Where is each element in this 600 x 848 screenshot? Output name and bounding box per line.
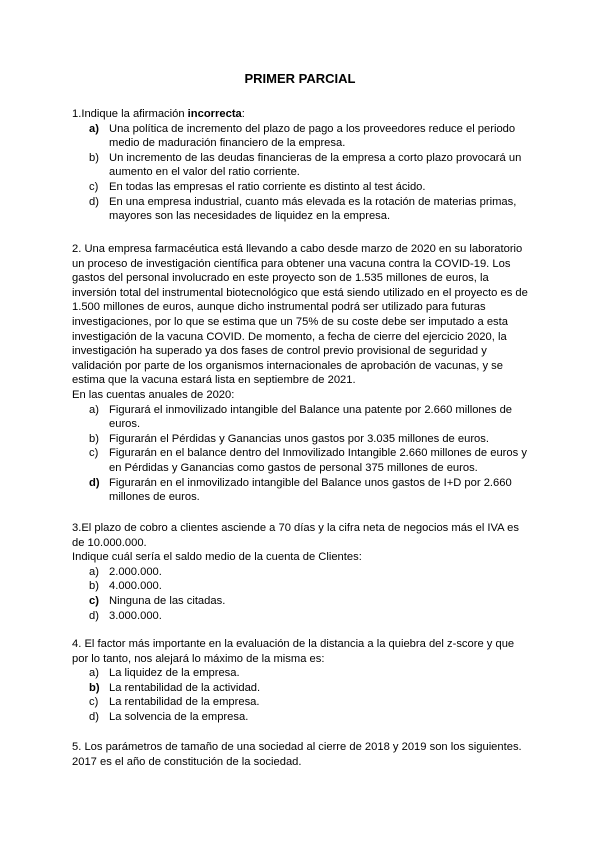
- option-letter: b): [89, 681, 100, 694]
- question-5-prompt: 5. Los parámetros de tamaño de una sociedad al cierre de 2018 y 2019 son los siguientes. 2017 es el año de constitución de la sociedad.: [72, 741, 522, 768]
- question-4-options: [72, 666, 528, 724]
- question-3-option-d: [72, 609, 528, 624]
- option-letter: c): [89, 180, 99, 193]
- option-letter: a): [89, 122, 99, 135]
- option-letter: c): [89, 696, 99, 709]
- option-text: 2.000.000.: [109, 565, 162, 578]
- question-3-option-c: [72, 594, 528, 609]
- question-1: [72, 107, 528, 224]
- option-text: En todas las empresas el ratio corriente es distinto al test ácido.: [109, 180, 426, 193]
- question-4-option-b: [72, 681, 528, 696]
- question-1-option-b: [72, 151, 528, 180]
- question-3-intro: Indique cuál sería el saldo medio de la cuenta de Clientes:: [72, 551, 362, 564]
- question-2-prompt: 2. Una empresa farmacéutica está llevando a cabo desde marzo de 2020 en su laboratorio un proceso de investigación científica para obtener una vacuna contra la COVID-19. Los gastos del personal involucrado en este proyecto son de 1.535 millones de euros, la inversión total del instrumental biotecnológico que está siendo utilizado en el proyecto es de 1.500 millones de euros, aunque dicho instrumental podrá ser utilizado para futuras investigaciones, por lo que se estima que un 75% de su coste debe ser imputado a esta investigación de la vacuna COVID. De momento, a fecha de cierre del ejercicio 2020, la investigación ha superado ya dos fases de control previo provisional de seguridad y validación por parte de los organismos internacionales de aprobación de vacunas, y se estima que la vacuna estará lista en septiembre de 2021.: [72, 243, 528, 387]
- question-1-prompt-colon: :: [241, 108, 245, 120]
- option-text: Ninguna de las citadas.: [109, 594, 226, 607]
- option-text: Figurarán en el inmovilizado intangible del Balance unos gastos de I+D por 2.660 millones de euros.: [109, 476, 512, 504]
- question-3-options: [72, 565, 528, 623]
- option-letter: b): [89, 151, 99, 164]
- question-2-option-b: [72, 432, 528, 447]
- option-text: La rentabilidad de la empresa.: [109, 696, 260, 709]
- question-2-options: [72, 403, 528, 505]
- option-letter: c): [89, 447, 99, 460]
- question-3: [72, 521, 528, 623]
- option-letter: a): [89, 403, 99, 416]
- question-4-prompt: 4. El factor más importante en la evaluación de la distancia a la quiebra del z-score y que por lo tanto, nos alejará lo máximo de la misma es:: [72, 638, 515, 665]
- question-4: [72, 637, 528, 725]
- option-text: 4.000.000.: [109, 580, 162, 593]
- option-text: Figurará el inmovilizado intangible del Balance una patente por 2.660 millones de euros.: [109, 403, 513, 431]
- question-1-option-a: [72, 122, 528, 151]
- option-text: Un incremento de las deudas financieras de la empresa a corto plazo provocará un aumento en el valor del ratio corriente.: [109, 151, 522, 179]
- question-4-option-a: [72, 666, 528, 681]
- question-5: [72, 740, 528, 769]
- question-3-prompt: 3.El plazo de cobro a clientes asciende a 70 días y la cifra neta de negocios más el IVA es de 10.000.000.: [72, 522, 519, 549]
- option-letter: d): [89, 609, 99, 622]
- question-1-option-c: [72, 180, 528, 195]
- question-3-option-b: [72, 579, 528, 594]
- question-2-intro: En las cuentas anuales de 2020:: [72, 388, 235, 401]
- question-2: [72, 242, 528, 505]
- option-letter: a): [89, 565, 99, 578]
- option-text: Figurarán en el balance dentro del Inmovilizado Intangible 2.660 millones de euros y en Pérdidas y Ganancias como gastos de personal 375 millones de euros.: [109, 447, 527, 474]
- question-2-option-c: [72, 446, 528, 475]
- question-1-prompt-text: 1.Indique la afirmación: [72, 108, 188, 120]
- option-letter: b): [89, 580, 99, 593]
- option-text: Figurarán el Pérdidas y Ganancias unos gastos por 3.035 millones de euros.: [109, 432, 489, 445]
- question-1-option-d: [72, 195, 528, 224]
- option-text: La liquidez de la empresa.: [109, 667, 240, 680]
- question-3-option-a: [72, 565, 528, 580]
- option-letter: d): [89, 195, 99, 208]
- option-letter: c): [89, 594, 99, 607]
- question-4-option-d: [72, 710, 528, 725]
- option-letter: d): [89, 476, 100, 489]
- question-1-prompt: [72, 107, 528, 122]
- option-text: Una política de incremento del plazo de pago a los proveedores reduce el periodo medio de maduración financiero de la empresa.: [109, 122, 516, 150]
- option-text: La rentabilidad de la actividad.: [109, 681, 261, 694]
- option-letter: a): [89, 667, 99, 680]
- question-2-option-d: [72, 476, 528, 505]
- option-text: La solvencia de la empresa.: [109, 710, 249, 723]
- page-title: PRIMER PARCIAL: [244, 71, 356, 86]
- option-text: En una empresa industrial, cuanto más elevada es la rotación de materias primas, mayores son las necesidades de liquidez en la empresa.: [109, 195, 517, 223]
- question-1-prompt-emphasis: incorrecta: [187, 108, 242, 120]
- question-4-option-c: [72, 695, 528, 710]
- question-1-options: [72, 122, 528, 224]
- option-text: 3.000.000.: [109, 609, 162, 622]
- option-letter: b): [89, 432, 99, 445]
- option-letter: d): [89, 710, 99, 723]
- question-2-option-a: [72, 403, 528, 432]
